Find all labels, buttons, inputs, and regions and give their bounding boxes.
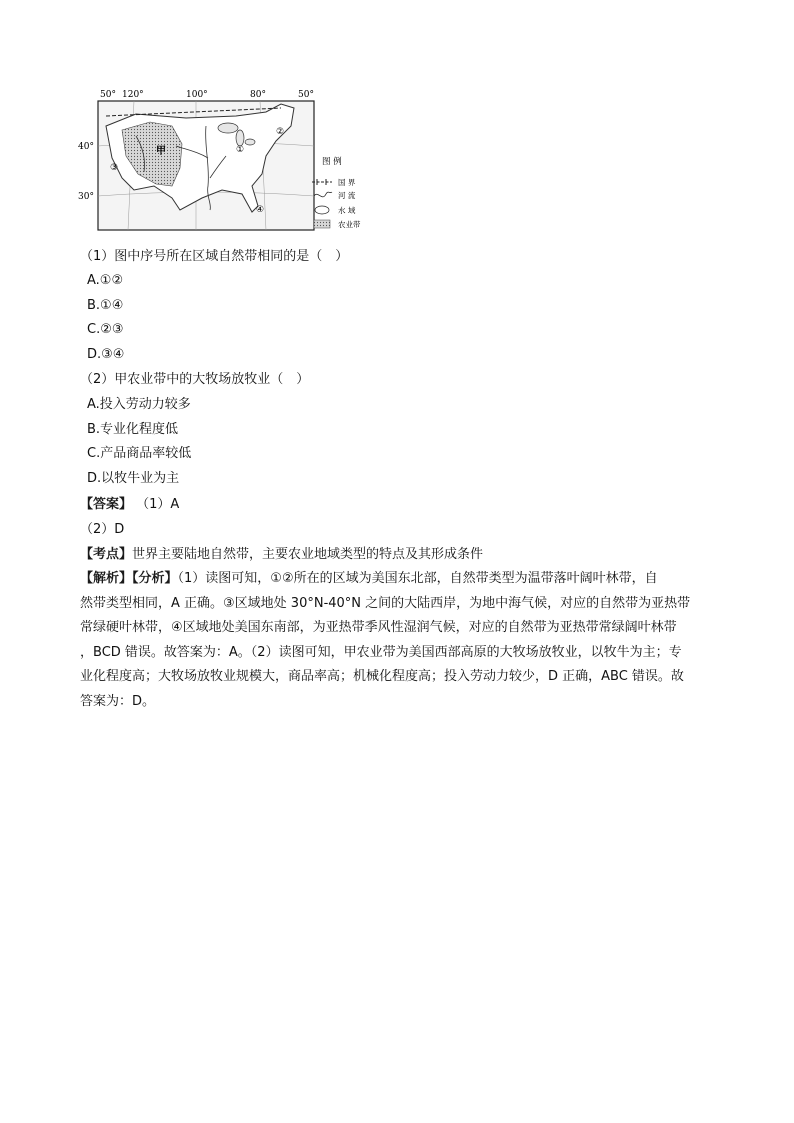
legend-item-river: 河 流 xyxy=(338,191,356,200)
analysis-line-2: 然带类型相同，A 正确。③区域地处 30°N-40°N 之间的大陆西岸，为地中海气候，对应的自然带为亚热带 xyxy=(80,595,691,611)
question2-stem: （2）甲农业带中的大牧场放牧业（ ） xyxy=(80,372,310,387)
region-label: 甲 xyxy=(156,146,166,157)
marker-2: ② xyxy=(276,127,285,137)
question1-option-a: A.①② xyxy=(87,273,124,288)
legend-agri-icon xyxy=(314,220,330,228)
analysis-line-6: 答案为：D。 xyxy=(80,693,156,709)
lon-label-50w: 50° xyxy=(100,90,116,100)
analysis-tag: 【解析】 xyxy=(80,571,133,586)
north-america-map xyxy=(76,86,361,236)
question2-option-c: C.产品商品率较低 xyxy=(87,446,192,461)
legend-item-border: 国 界 xyxy=(338,178,356,187)
legend-item-agri: 农业带 xyxy=(338,220,361,229)
answer-tag: 【答案】 xyxy=(80,497,133,512)
answer-part2: （2）D xyxy=(80,522,125,537)
legend-river-icon xyxy=(314,192,332,197)
question1-option-b: B.①④ xyxy=(87,298,124,313)
question1-option-c: C.②③ xyxy=(87,322,124,337)
lon-label-120w: 120° xyxy=(122,90,144,100)
kaodian-line xyxy=(80,547,483,563)
analysis-paragraph xyxy=(80,567,720,715)
answer-line xyxy=(80,497,179,513)
question2-option-d: D.以牧牛业为主 xyxy=(87,471,180,486)
lat-label-30n: 30° xyxy=(78,192,94,202)
legend-water-icon xyxy=(315,206,329,214)
analysis-text-1: （1）读图可知，①②所在的区域为美国东北部，自然带类型为温带落叶阔叶林带，自 xyxy=(177,571,658,586)
lon-label-80w: 80° xyxy=(250,90,266,100)
analysis-line-1 xyxy=(80,567,720,592)
analysis-line-4: ，BCD 错误。故答案为：A。（2）读图可知，甲农业带为美国西部高原的大牧场放牧业，以牧牛为主；专 xyxy=(80,644,682,660)
legend-title: 图 例 xyxy=(322,157,342,167)
question1-option-d: D.③④ xyxy=(87,347,125,362)
legend-border-icon xyxy=(312,179,332,185)
marker-3: ③ xyxy=(110,163,119,173)
marker-4: ④ xyxy=(256,205,265,215)
question2-option-b: B.专业化程度低 xyxy=(87,422,179,437)
question1-stem: （1）图中序号所在区域自然带相同的是（ ） xyxy=(80,249,349,264)
answer-part1: （1）A xyxy=(136,497,180,512)
lon-label-100w: 100° xyxy=(186,90,208,100)
analysis-sub-tag: 【分析】 xyxy=(132,571,178,586)
analysis-line-5: 业化程度高；大牧场放牧业规模大，商品率高；机械化程度高；投入劳动力较少，D 正确，ABC 错误。故 xyxy=(80,669,684,685)
legend-item-water: 水 域 xyxy=(338,206,356,215)
marker-1: ① xyxy=(236,145,245,155)
question2-option-a: A.投入劳动力较多 xyxy=(87,397,191,412)
analysis-line-3: 常绿硬叶林带，④区域地处美国东南部，为亚热带季风性湿润气候，对应的自然带为亚热带常绿阔叶林带 xyxy=(80,620,677,636)
kaodian-text: 世界主要陆地自然带，主要农业地域类型的特点及其形成条件 xyxy=(132,547,484,562)
lon-label-50w-right: 50° xyxy=(298,90,314,100)
kaodian-tag: 【考点】 xyxy=(80,547,133,562)
lat-label-40n: 40° xyxy=(78,142,94,152)
